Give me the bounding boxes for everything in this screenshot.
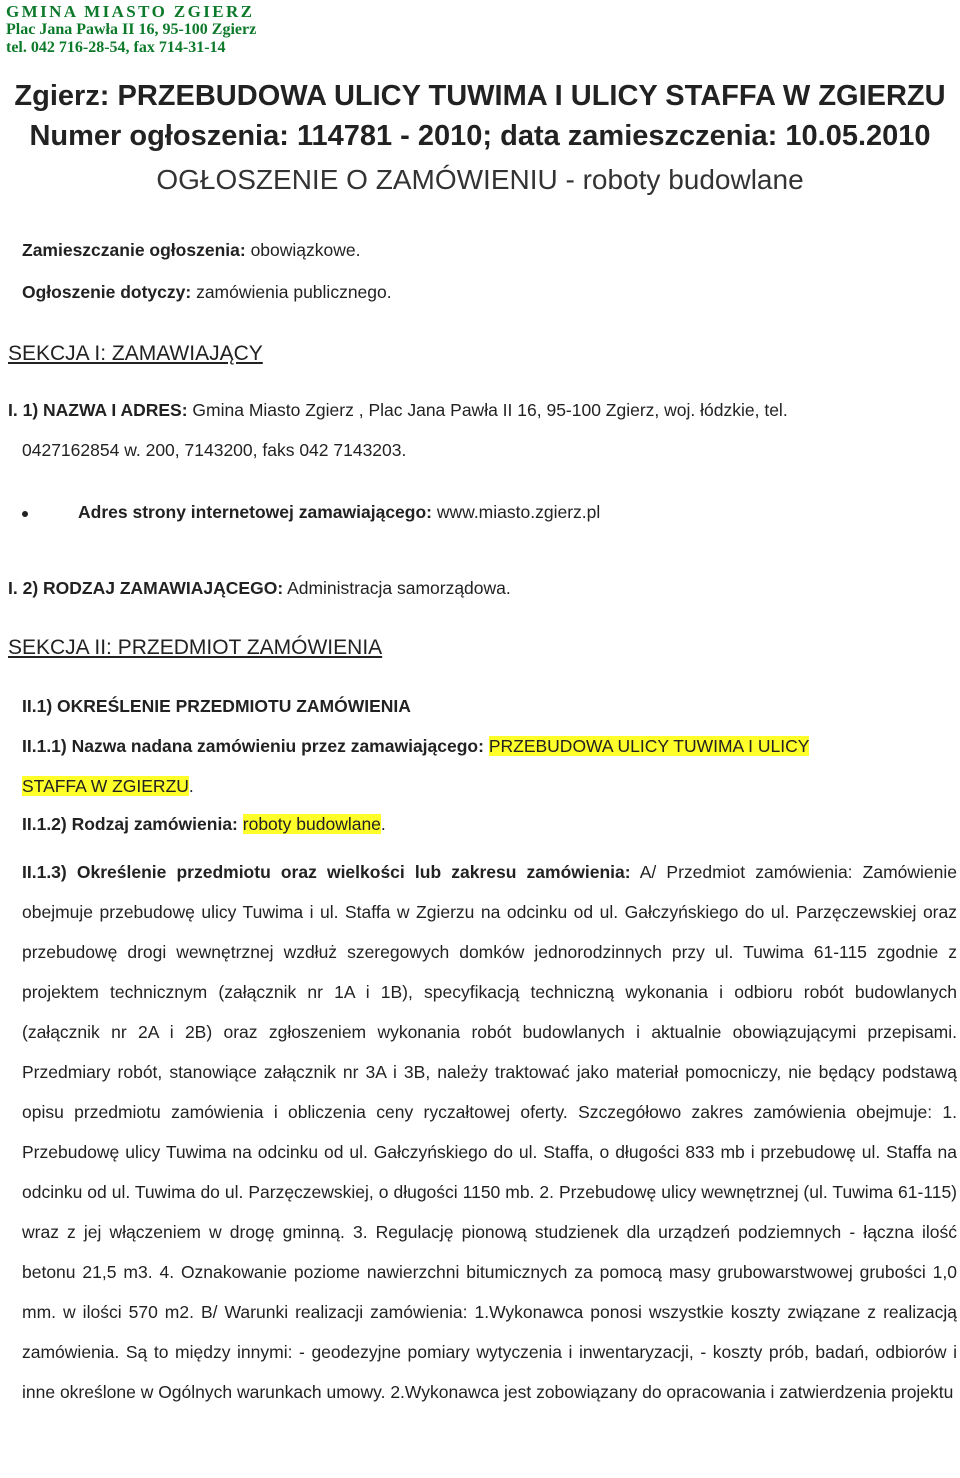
order-name-value-2: STAFFA W ZGIERZU — [22, 776, 189, 796]
contracting-type-value: Administracja samorządowa. — [287, 578, 511, 598]
website-row — [78, 502, 600, 523]
municipality-name: GMINA MIASTO ZGIERZ — [6, 2, 255, 21]
contracting-type-label: I. 2) RODZAJ ZAMAWIAJĄCEGO: — [8, 578, 284, 598]
order-name-value-1: PRZEBUDOWA ULICY TUWIMA I ULICY — [488, 736, 810, 756]
order-name-row — [22, 736, 809, 757]
section-1-heading: SEKCJA I: ZAMAWIAJĄCY — [8, 342, 263, 365]
contracting-name-label: I. 1) NAZWA I ADRES: — [8, 400, 188, 420]
concerns-value: zamówienia publicznego. — [196, 282, 392, 302]
notice-title: Zgierz: PRZEBUDOWA ULICY TUWIMA I ULICY STAFFA W ZGIERZU — [14, 80, 946, 112]
municipality-phone: tel. 042 716-28-54, fax 714-31-14 — [6, 39, 226, 56]
website-bullet — [22, 511, 28, 517]
contracting-name-row — [8, 400, 788, 421]
section-2-heading: SEKCJA II: PRZEDMIOT ZAMÓWIENIA — [8, 636, 383, 659]
municipality-header — [6, 3, 256, 57]
order-type-value: roboty budowlane — [242, 814, 381, 834]
notice-type: OGŁOSZENIE O ZAMÓWIENIU - roboty budowlane — [156, 164, 804, 195]
concerns-row — [22, 282, 392, 303]
contracting-name-value-1: Gmina Miasto Zgierz , Plac Jana Pawła II 16, 95-100 Zgierz, woj. łódzkie, tel. — [192, 400, 788, 420]
placement-value: obowiązkowe. — [250, 240, 361, 260]
contracting-name-value-2: 0427162854 w. 200, 7143200, faks 042 7143203. — [22, 440, 407, 460]
contracting-type-row — [8, 578, 511, 599]
notice-number: Numer ogłoszenia: 114781 - 2010; data zamieszczenia: 10.05.2010 — [29, 120, 931, 152]
website-label: Adres strony internetowej zamawiającego: — [78, 502, 432, 522]
placement-label: Zamieszczanie ogłoszenia: — [22, 240, 246, 260]
order-description-value: A/ Przedmiot zamówienia: Zamówienie obejmuje przebudowę ulicy Tuwima i ul. Staffa w Zgierzu na odcinku od ul. Gałczyńskiego do ul. Parzęczewskiej oraz przebudowę drogi wewnętrznej wzdłuż szeregowych domków jednorodzinnych przy ul. Tuwima 61-115 zgodnie z projektem technicznym (załącznik nr 1A i 1B), specyfikacją techniczną wykonania i odbioru robót budowlanych (załącznik nr 2A i 2B) oraz zgłoszeniem wykonania robót budowlanych i aktualnie obowiązującymi przepisami. Przedmiary robót, stanowiące załącznik nr 3A i 3B, należy traktować jako materiał pomocniczy, nie będący podstawą opisu przedmiotu zamówienia i obliczenia ceny ryczałtowej oferty. Szczegółowo zakres zamówienia obejmuje: 1. Przebudowę ulicy Tuwima na odcinku od ul. Gałczyńskiego do ul. Staffa, o długości 833 mb i przebudowę ul. Staffa na odcinku od ul. Tuwima do ul. Parzęczewskiej, o długości 1150 mb. 2. Przebudowę ulicy wewnętrznej (ul. Tuwima 61-115) wraz z jej włączeniem w drogę gminną. 3. Regulację pionową studzienek dla urządzeń podziemnych - łączna ilość betonu 21,5 m3. 4. Oznakowanie poziome nawierzchni bitumicznych za pomocą masy grubowarstwowej grubości 1,0 mm. w ilości 570 m2. B/ Warunki realizacji zamówienia: 1.Wykonawca ponosi wszystkie koszty związane z realizacją zamówienia. Są to między innymi: - geodezyjne pomiary wytyczenia i inwentaryzacji, - koszty prób, badań, odbiorów i inne określone w Ogólnych warunkach umowy. 2.Wykonawca jest zobowiązany do opracowania i zatwierdzenia projektu — [22, 862, 957, 1402]
order-description-label: II.1.3) Określenie przedmiotu oraz wielkości lub zakresu zamówienia: — [22, 862, 631, 882]
order-type-label: II.1.2) Rodzaj zamówienia: — [22, 814, 238, 834]
subject-subheading: II.1) OKREŚLENIE PRZEDMIOTU ZAMÓWIENIA — [22, 696, 411, 716]
website-value: www.miasto.zgierz.pl — [436, 502, 601, 522]
notice-titles — [0, 76, 960, 204]
order-description — [22, 852, 957, 1412]
placement-row — [22, 240, 360, 261]
concerns-label: Ogłoszenie dotyczy: — [22, 282, 192, 302]
municipality-address: Plac Jana Pawła II 16, 95-100 Zgierz — [6, 21, 257, 38]
order-type-row: II.1.2) Rodzaj zamówienia: roboty budowlane. — [22, 814, 386, 834]
order-name-row-2: STAFFA W ZGIERZU. — [22, 776, 194, 796]
order-name-label: II.1.1) Nazwa nadana zamówieniu przez zamawiającego: — [22, 736, 484, 756]
